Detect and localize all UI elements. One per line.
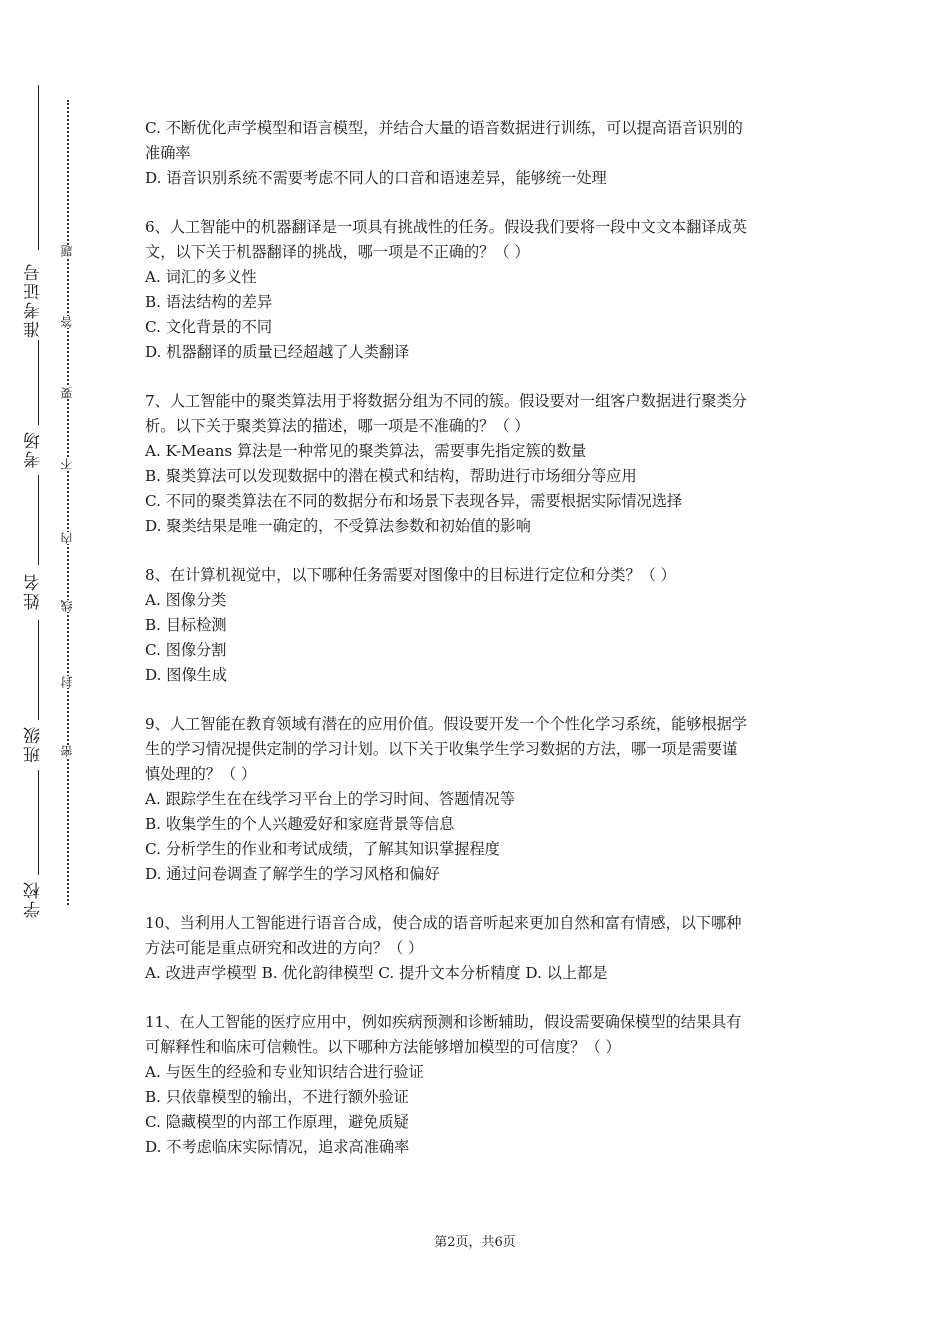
question-stem: 8、在计算机视觉中，以下哪种任务需要对图像中的目标进行定位和分类？（ ） xyxy=(145,566,676,584)
exam-room-label: 考场 xyxy=(24,430,44,468)
exam-room-line[interactable] xyxy=(38,340,39,425)
question-9 xyxy=(145,712,810,887)
option-b: B. 聚类算法可以发现数据中的潜在模式和结构，帮助进行市场细分等应用 xyxy=(145,467,637,485)
option-d: D. 聚类结果是唯一确定的，不受算法参数和初始值的影响 xyxy=(145,517,531,535)
option-line: D. 语音识别系统不需要考虑不同人的口音和语速差异，能够统一处理 xyxy=(145,169,607,187)
option-c: C. 文化背景的不同 xyxy=(145,318,273,336)
question-stem: 生的学习情况提供定制的学习计划。以下关于收集学生学习数据的方法，哪一项是需要谨 xyxy=(145,740,738,758)
option-a: A. 与医生的经验和专业知识结合进行验证 xyxy=(145,1063,424,1081)
option-c: C. 图像分割 xyxy=(145,641,227,659)
question-stem: 慎处理的？（ ） xyxy=(145,765,257,783)
prev-question-tail xyxy=(145,116,810,191)
exam-id-label: 准考证号 xyxy=(24,262,44,338)
exam-id-line[interactable] xyxy=(38,85,39,250)
school-label: 学校 xyxy=(24,880,44,918)
option-b: B. 只依靠模型的输出，不进行额外验证 xyxy=(145,1088,409,1106)
question-stem: 10、当利用人工智能进行语音合成，使合成的语音听起来更加自然和富有情感，以下哪种 xyxy=(145,914,742,932)
class-label: 班级 xyxy=(24,725,44,763)
option-a: A. 词汇的多义性 xyxy=(145,268,257,286)
option-d: D. 机器翻译的质量已经超越了人类翻译 xyxy=(145,343,410,361)
seal-char-nei: 内 xyxy=(59,532,77,544)
option-d: D. 不考虑临床实际情况，追求高准确率 xyxy=(145,1138,410,1156)
question-11 xyxy=(145,1010,810,1160)
page-number: 第2页，共6页 xyxy=(434,1235,516,1250)
option-c: C. 分析学生的作业和考试成绩，了解其知识掌握程度 xyxy=(145,840,500,858)
question-stem: 析。以下关于聚类算法的描述，哪一项是不准确的？（ ） xyxy=(145,417,530,435)
question-stem: 方法可能是重点研究和改进的方向？（ ） xyxy=(145,939,424,957)
option-d: D. 图像生成 xyxy=(145,666,228,684)
options-inline: A. 改进声学模型 B. 优化韵律模型 C. 提升文本分析精度 D. 以上都是 xyxy=(145,964,608,982)
option-b: B. 收集学生的个人兴趣爱好和家庭背景等信息 xyxy=(145,815,455,833)
name-line[interactable] xyxy=(38,475,39,565)
seal-char-da: 答 xyxy=(59,316,77,328)
school-line[interactable] xyxy=(38,770,39,875)
seal-char-feng: 封 xyxy=(59,676,77,688)
question-stem: 6、人工智能中的机器翻译是一项具有挑战性的任务。假设我们要将一段中文文本翻译成英 xyxy=(145,218,747,236)
seal-dotted-line xyxy=(67,100,69,905)
seal-char-yao: 要 xyxy=(59,387,77,399)
option-a: A. 图像分类 xyxy=(145,591,227,609)
exam-content xyxy=(145,116,810,1160)
question-stem: 11、在人工智能的医疗应用中，例如疾病预测和诊断辅助，假设需要确保模型的结果具有 xyxy=(145,1013,742,1031)
option-c: C. 不同的聚类算法在不同的数据分布和场景下表现各异，需要根据实际情况选择 xyxy=(145,492,683,510)
question-stem: 7、人工智能中的聚类算法用于将数据分组为不同的簇。假设要对一组客户数据进行聚类分 xyxy=(145,392,747,410)
option-b: B. 目标检测 xyxy=(145,616,227,634)
question-stem: 文，以下关于机器翻译的挑战，哪一项是不正确的？（ ） xyxy=(145,243,530,261)
question-8 xyxy=(145,563,810,688)
option-line: 准确率 xyxy=(145,144,191,162)
option-d: D. 通过问卷调查了解学生的学习风格和偏好 xyxy=(145,865,440,883)
option-a: A. 跟踪学生在在线学习平台上的学习时间、答题情况等 xyxy=(145,790,515,808)
option-b: B. 语法结构的差异 xyxy=(145,293,273,311)
class-line[interactable] xyxy=(38,620,39,720)
question-10 xyxy=(145,911,810,986)
seal-char-mi: 密 xyxy=(59,745,77,757)
name-label: 姓名 xyxy=(24,572,44,610)
question-stem: 可解释性和临床可信赖性。以下哪种方法能够增加模型的可信度？（ ） xyxy=(145,1038,621,1056)
option-a: A. K-Means 算法是一种常见的聚类算法，需要事先指定簇的数量 xyxy=(145,442,587,460)
question-stem: 9、人工智能在教育领域有潜在的应用价值。假设要开发一个个性化学习系统，能够根据学 xyxy=(145,715,747,733)
question-7 xyxy=(145,389,810,539)
seal-char-ti: 题 xyxy=(59,245,77,257)
question-6 xyxy=(145,215,810,365)
seal-char-xian: 线 xyxy=(59,600,77,612)
option-line: C. 不断优化声学模型和语言模型，并结合大量的语音数据进行训练，可以提高语音识别的 xyxy=(145,119,743,137)
seal-char-bu: 不 xyxy=(59,458,77,470)
option-c: C. 隐藏模型的内部工作原理，避免质疑 xyxy=(145,1113,409,1131)
